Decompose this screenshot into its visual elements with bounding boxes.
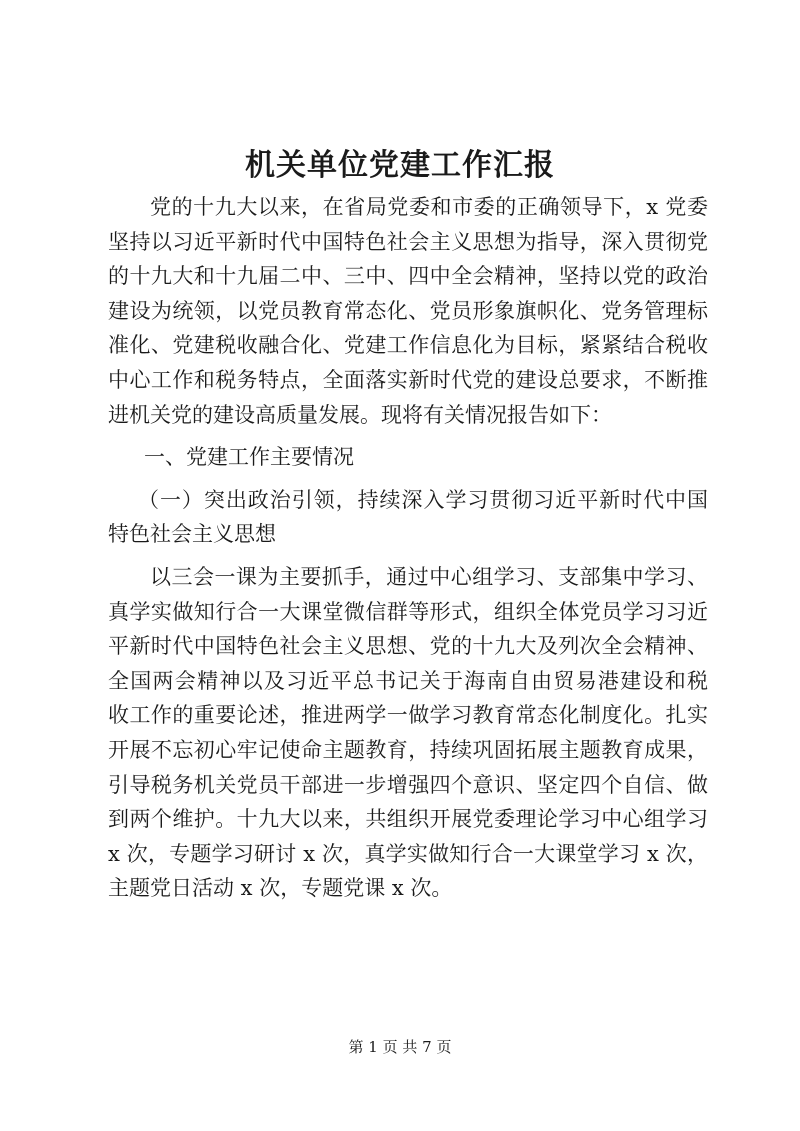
- paragraph-line: x 次，专题学习研讨 x 次，真学实做知行合一大课堂学习 x 次，: [108, 841, 708, 866]
- section-heading: 一、党建工作主要情况: [144, 445, 354, 470]
- paragraph-line: 建设为统领，以党员教育常态化、党员形象旗帜化、党务管理标: [108, 298, 708, 323]
- study-paragraph: [108, 560, 708, 906]
- paragraph-line: 坚持以习近平新时代中国特色社会主义思想为指导，深入贯彻党: [108, 229, 708, 254]
- intro-paragraph: [108, 190, 708, 432]
- paragraph-line: 党的十九大以来，在省局党委和市委的正确领导下，x 党委: [150, 195, 708, 219]
- document-body: [108, 190, 708, 906]
- paragraph-line: 中心工作和税务特点，全面落实新时代党的建设总要求，不断推: [108, 367, 708, 392]
- subsection-heading-line: 特色社会主义思想: [108, 522, 276, 547]
- paragraph-line: 到两个维护。十九大以来，共组织开展党委理论学习中心组学习: [108, 807, 708, 832]
- paragraph-line: 主题党日活动 x 次，专题党课 x 次。: [108, 876, 453, 901]
- paragraph-line: 收工作的重要论述，推进两学一做学习教育常态化制度化。扎实: [108, 703, 708, 728]
- subsection-heading-line: （一）突出政治引领，持续深入学习贯彻习近平新时代中国: [138, 487, 708, 512]
- paragraph-line: 真学实做知行合一大课堂微信群等形式，组织全体党员学习习近: [108, 599, 708, 624]
- paragraph-line: 准化、党建税收融合化、党建工作信息化为目标，紧紧结合税收: [108, 333, 708, 358]
- paragraph-line: 以三会一课为主要抓手，通过中心组学习、支部集中学习、: [150, 564, 708, 589]
- paragraph-line: 开展不忘初心牢记使命主题教育，持续巩固拓展主题教育成果，: [108, 737, 708, 762]
- paragraph-line: 引导税务机关党员干部进一步增强四个意识、坚定四个自信、做: [108, 772, 708, 797]
- subsection-heading: [108, 483, 708, 552]
- paragraph-line: 的十九大和十九届二中、三中、四中全会精神，坚持以党的政治: [108, 264, 708, 289]
- paragraph-line: 全国两会精神以及习近平总书记关于海南自由贸易港建设和税: [108, 668, 708, 693]
- page-number-footer: 第 1 页 共 7 页: [348, 1038, 452, 1056]
- paragraph-line: 平新时代中国特色社会主义思想、党的十九大及列次全会精神、: [108, 634, 708, 659]
- document-title: 机关单位党建工作汇报: [245, 148, 555, 183]
- paragraph-line: 进机关党的建设高质量发展。现将有关情况报告如下：: [108, 402, 612, 427]
